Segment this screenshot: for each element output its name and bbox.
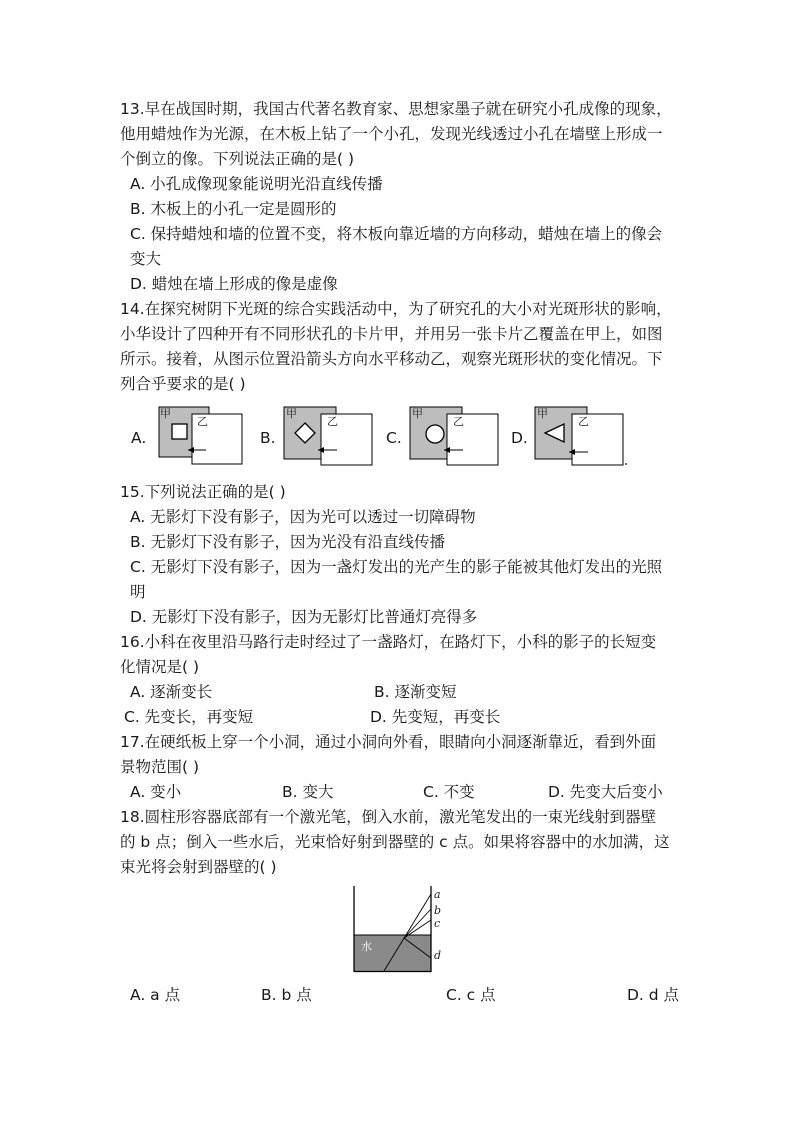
- q14-figure-d-letter: D.: [511, 429, 528, 447]
- q13-option-c: C. 保持蜡烛和墙的位置不变，将木板向靠近墙的方向移动，蜡烛在墙上的像会: [130, 225, 663, 243]
- q14-stem-line-3: 所示。接着，从图示位置沿箭头方向水平移动乙，观察光斑形状的变化情况。下: [120, 350, 663, 368]
- q18-option-c: C. c 点: [446, 986, 496, 1004]
- q13-stem-line-3: 个倒立的像。下列说法正确的是( ): [120, 150, 355, 168]
- q15-option-c: C. 无影灯下没有影子，因为一盏灯发出的光产生的影子能被其他灯发出的光照: [130, 558, 663, 576]
- q18-option-d: D. d 点: [627, 986, 680, 1004]
- q16-stem-line-2: 化情况是( ): [120, 658, 200, 676]
- q18-stem-line-3: 束光将会射到器壁的( ): [120, 858, 277, 876]
- q14-figure-d-yi: 乙: [578, 415, 589, 428]
- q13-stem-line-1: 13.早在战国时期，我国古代著名教育家、思想家墨子就在研究小孔成像的现象，: [120, 100, 672, 118]
- square-hole: [172, 424, 187, 439]
- q18-point-a-label: a: [434, 888, 441, 901]
- q14-figure-b-letter: B.: [260, 429, 276, 447]
- q16-option-a: A. 逐渐变长: [130, 683, 213, 701]
- q14-figure-a-yi: 乙: [197, 415, 208, 428]
- q14-figure-c-letter: C.: [386, 429, 402, 447]
- q14-stem-line-1: 14.在探究树阴下光斑的综合实践活动中，为了研究孔的大小对光斑形状的影响，: [120, 300, 672, 318]
- q14-figure-b-yi: 乙: [327, 415, 338, 428]
- q16-stem-line-1: 16.小科在夜里沿马路行走时经过了一盏路灯，在路灯下，小科的影子的长短变: [120, 633, 657, 651]
- q17-option-c: C. 不变: [423, 783, 475, 801]
- q13-option-b: B. 木板上的小孔一定是圆形的: [130, 200, 337, 218]
- q14-figure-c-yi: 乙: [453, 415, 464, 428]
- q13-option-a: A. 小孔成像现象能说明光沿直线传播: [130, 175, 383, 193]
- q14-figure-c-jia: 甲: [412, 407, 423, 420]
- q15-stem-line-1: 15.下列说法正确的是( ): [120, 483, 286, 501]
- q18-stem-line-2: 的 b 点；倒入一些水后，光束恰好射到器壁的 c 点。如果将容器中的水加满，这: [120, 833, 670, 851]
- q17-stem-line-2: 景物范围( ): [120, 758, 200, 776]
- q13-stem-line-2: 他用蜡烛作为光源，在木板上钻了一个小孔，发现光线透过小孔在墙壁上形成一: [120, 125, 663, 143]
- q14-figure-d-jia: 甲: [537, 407, 548, 420]
- q18-container-figure: [350, 884, 446, 976]
- q18-option-a: A. a 点: [130, 986, 181, 1004]
- q18-container-diagram: [350, 884, 446, 976]
- q16-option-b: B. 逐渐变短: [374, 683, 457, 701]
- q18-water-label: 水: [361, 940, 372, 953]
- q18-point-d-label: d: [434, 949, 442, 962]
- beam-to-b: [404, 909, 431, 938]
- q16-option-c: C. 先变长，再变短: [124, 708, 254, 726]
- q17-option-a: A. 变小: [130, 783, 182, 801]
- q18-point-c-label: c: [434, 917, 441, 930]
- q15-option-c-continued: 明: [130, 583, 146, 601]
- q17-option-b: B. 变大: [282, 783, 334, 801]
- q14-figure-a-jia: 甲: [160, 407, 171, 420]
- q14-figure-b-jia: 甲: [286, 407, 297, 420]
- q14-figure-a-letter: A.: [131, 429, 147, 447]
- q17-option-d: D. 先变大后变小: [548, 783, 663, 801]
- q15-option-d: D. 无影灯下没有影子，因为无影灯比普通灯亮得多: [130, 608, 478, 626]
- q18-option-b: B. b 点: [261, 986, 312, 1004]
- q14-stem-line-4: 列合乎要求的是( ): [120, 375, 246, 393]
- q13-option-d: D. 蜡烛在墙上形成的像是虚像: [130, 275, 338, 293]
- q14-stem-line-2: 小华设计了四种开有不同形状孔的卡片甲，并用另一张卡片乙覆盖在甲上，如图: [120, 325, 663, 343]
- q15-option-b: B. 无影灯下没有影子，因为光没有沿直线传播: [130, 533, 445, 551]
- q17-stem-line-1: 17.在硬纸板上穿一个小洞，通过小洞向外看，眼睛向小洞逐渐靠近，看到外面: [120, 733, 657, 751]
- q15-option-a: A. 无影灯下没有影子，因为光可以透过一切障碍物: [130, 508, 476, 526]
- q13-option-c-continued: 变大: [130, 250, 162, 268]
- q18-stem-line-1: 18.圆柱形容器底部有一个激光笔，倒入水前，激光笔发出的一束光线射到器壁: [120, 808, 657, 826]
- q18-point-b-label: b: [434, 904, 442, 917]
- circle-hole: [426, 425, 444, 443]
- q16-option-d: D. 先变短，再变长: [370, 708, 501, 726]
